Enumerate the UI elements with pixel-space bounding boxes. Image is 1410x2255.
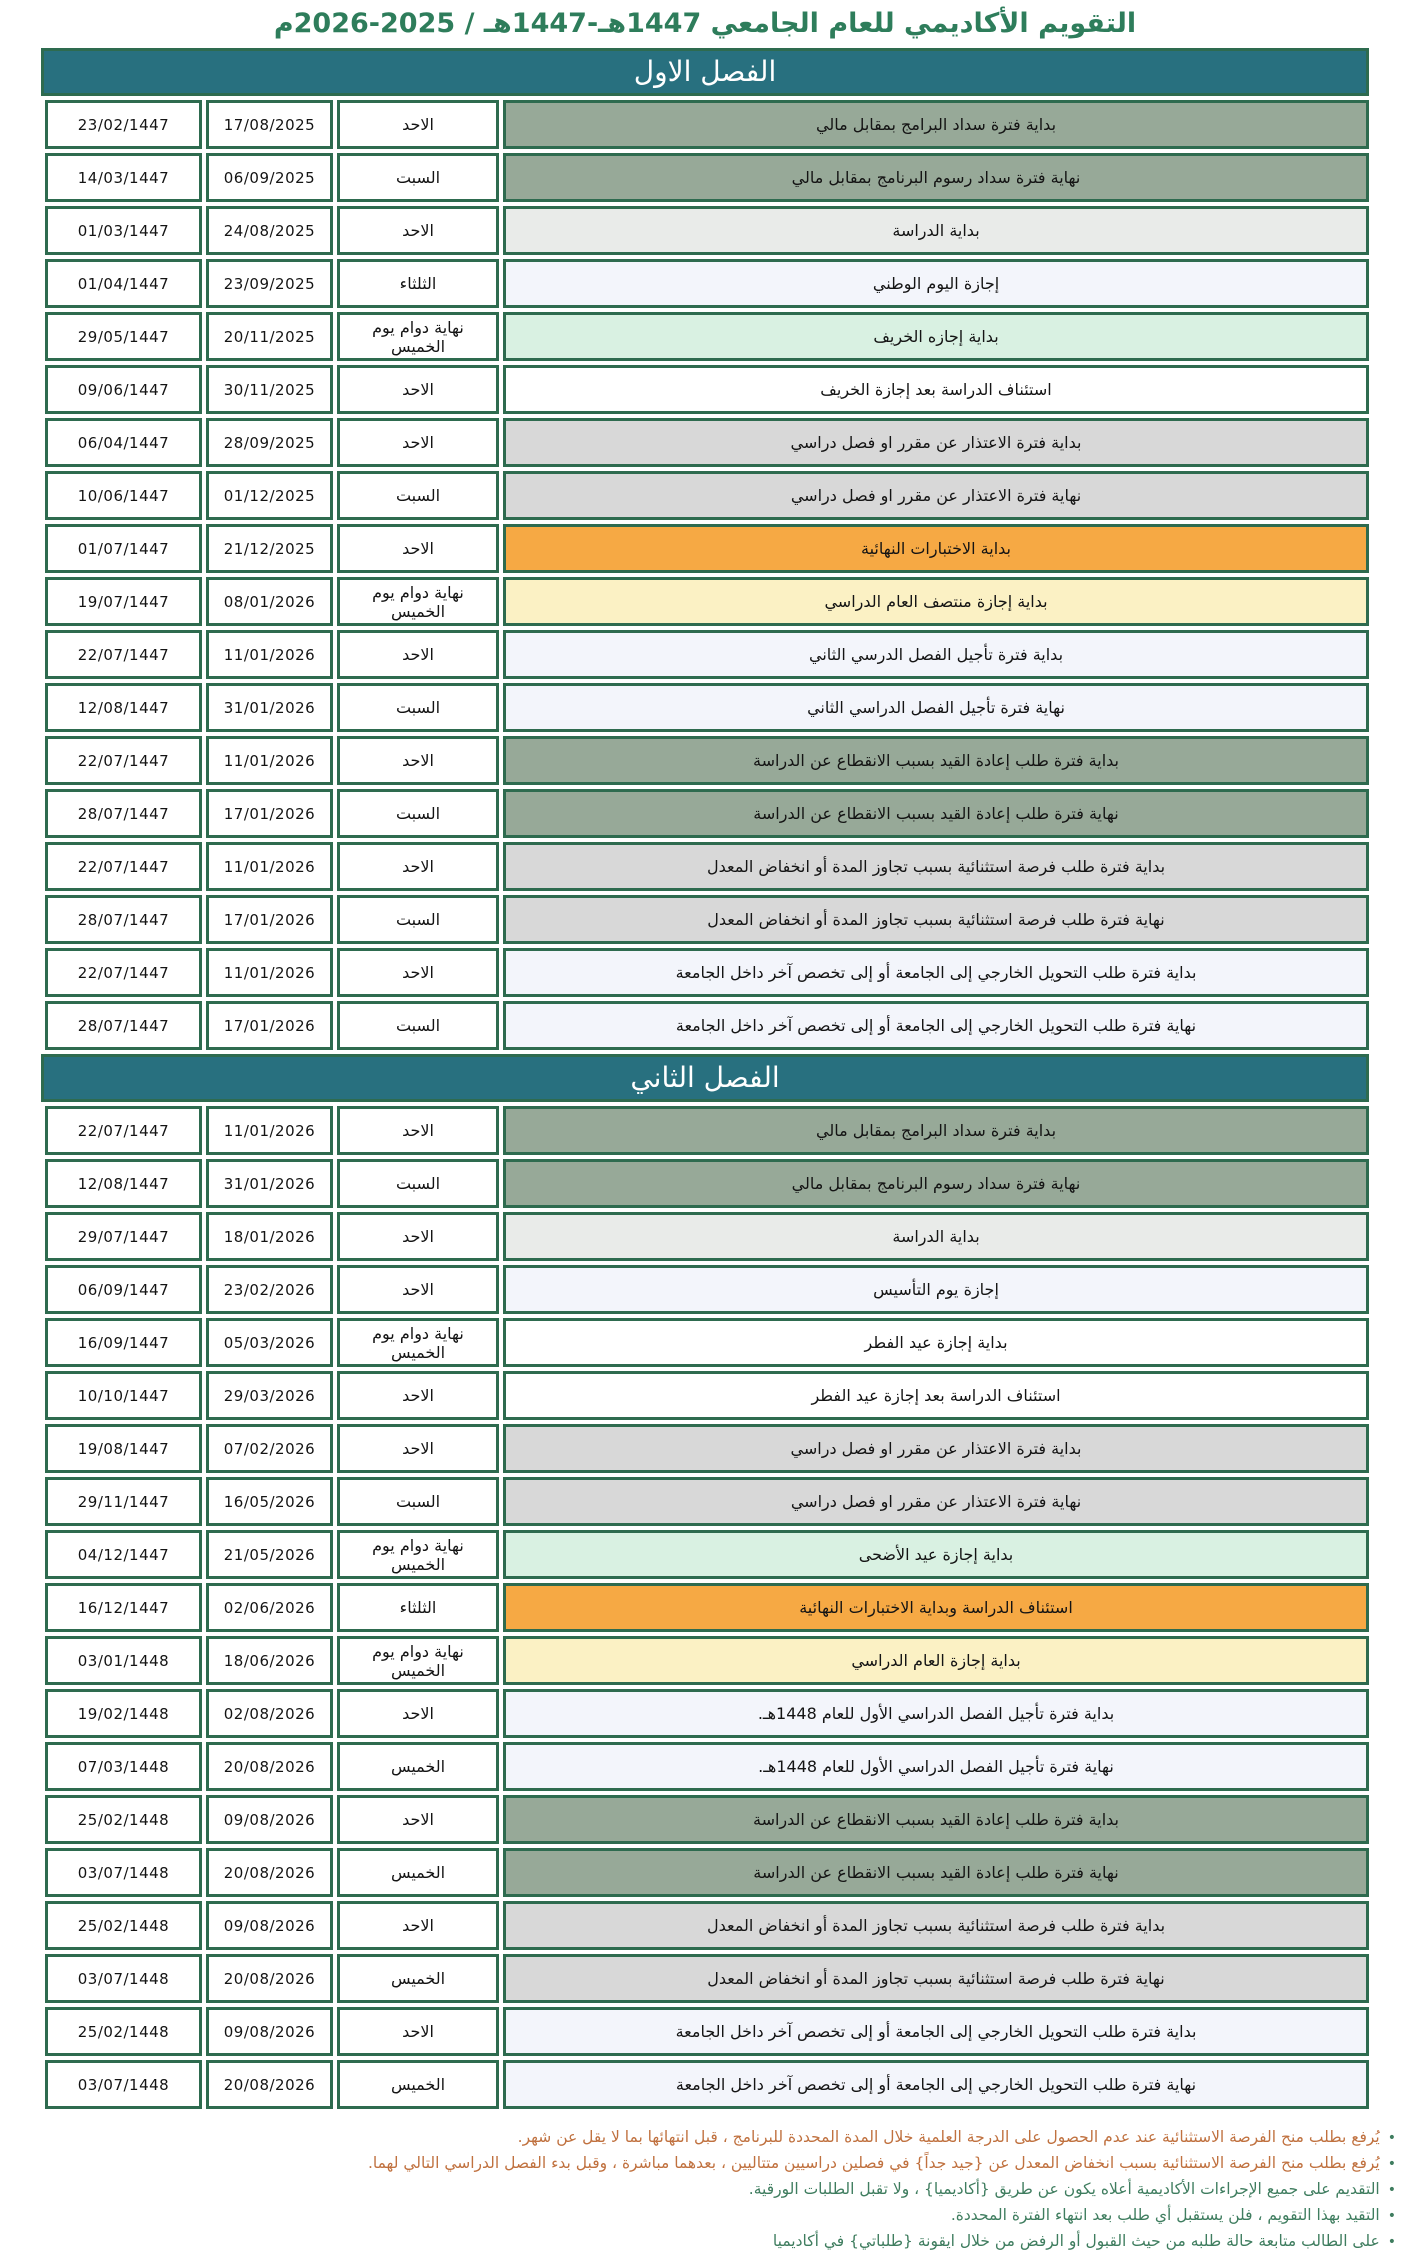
gregorian-date-cell: 11/01/2026 <box>206 1106 333 1155</box>
hijri-date-cell: 28/07/1447 <box>45 895 202 944</box>
event-description-cell: نهاية فترة طلب التحويل الخارجي إلى الجامعة أو إلى تخصص آخر داخل الجامعة <box>503 1001 1369 1050</box>
day-cell: الاحد <box>337 1371 499 1420</box>
calendar-row <box>41 1636 1369 1685</box>
calendar-row <box>41 842 1369 891</box>
gregorian-date-cell: 23/09/2025 <box>206 259 333 308</box>
calendar-row <box>41 259 1369 308</box>
hijri-date-cell: 10/06/1447 <box>45 471 202 520</box>
day-cell: الاحد <box>337 1689 499 1738</box>
day-cell: الاحد <box>337 736 499 785</box>
gregorian-date-cell: 17/01/2026 <box>206 1001 333 1050</box>
day-cell: نهاية دوام يوم الخميس <box>337 1530 499 1579</box>
event-description-cell: نهاية فترة طلب فرصة استثنائية بسبب تجاوز المدة أو انخفاض المعدل <box>503 1954 1369 2003</box>
gregorian-date-cell: 21/05/2026 <box>206 1530 333 1579</box>
hijri-date-cell: 09/06/1447 <box>45 365 202 414</box>
hijri-date-cell: 29/07/1447 <box>45 1212 202 1261</box>
hijri-date-cell: 14/03/1447 <box>45 153 202 202</box>
gregorian-date-cell: 11/01/2026 <box>206 948 333 997</box>
day-cell: الاحد <box>337 2007 499 2056</box>
hijri-date-cell: 22/07/1447 <box>45 1106 202 1155</box>
gregorian-date-cell: 06/09/2025 <box>206 153 333 202</box>
academic-calendar-table <box>41 48 1369 2109</box>
day-cell: الاحد <box>337 1424 499 1473</box>
day-cell: الاحد <box>337 948 499 997</box>
day-cell: نهاية دوام يوم الخميس <box>337 577 499 626</box>
day-cell: الخميس <box>337 1742 499 1791</box>
hijri-date-cell: 06/09/1447 <box>45 1265 202 1314</box>
bullet-icon: • <box>1387 2156 1396 2172</box>
hijri-date-cell: 04/12/1447 <box>45 1530 202 1579</box>
event-description-cell: بداية فترة طلب التحويل الخارجي إلى الجامعة أو إلى تخصص آخر داخل الجامعة <box>503 2007 1369 2056</box>
day-cell: الاحد <box>337 1212 499 1261</box>
event-description-cell: بداية فترة تأجيل الفصل الدراسي الأول للعام 1448هـ. <box>503 1689 1369 1738</box>
day-cell: الاحد <box>337 630 499 679</box>
hijri-date-cell: 19/08/1447 <box>45 1424 202 1473</box>
day-cell: السبت <box>337 153 499 202</box>
event-description-cell: نهاية فترة الاعتذار عن مقرر او فصل دراسي <box>503 1477 1369 1526</box>
calendar-row <box>41 1265 1369 1314</box>
event-description-cell: بداية الدراسة <box>503 206 1369 255</box>
bullet-icon: • <box>1387 2130 1396 2146</box>
calendar-row <box>41 1795 1369 1844</box>
semester-section-first <box>41 48 1369 1050</box>
gregorian-date-cell: 11/01/2026 <box>206 842 333 891</box>
event-description-cell: بداية إجازة عيد الفطر <box>503 1318 1369 1367</box>
calendar-row <box>41 789 1369 838</box>
event-description-cell: بداية الاختبارات النهائية <box>503 524 1369 573</box>
event-description-cell: بداية فترة طلب فرصة استثنائية بسبب تجاوز المدة أو انخفاض المعدل <box>503 842 1369 891</box>
hijri-date-cell: 10/10/1447 <box>45 1371 202 1420</box>
day-cell: نهاية دوام يوم الخميس <box>337 312 499 361</box>
gregorian-date-cell: 21/12/2025 <box>206 524 333 573</box>
bullet-icon: • <box>1387 2182 1396 2198</box>
hijri-date-cell: 06/04/1447 <box>45 418 202 467</box>
hijri-date-cell: 25/02/1448 <box>45 2007 202 2056</box>
gregorian-date-cell: 11/01/2026 <box>206 630 333 679</box>
event-description-cell: نهاية فترة طلب إعادة القيد بسبب الانقطاع عن الدراسة <box>503 1848 1369 1897</box>
event-description-cell: بداية فترة سداد البرامج بمقابل مالي <box>503 100 1369 149</box>
gregorian-date-cell: 09/08/2026 <box>206 2007 333 2056</box>
hijri-date-cell: 03/07/1448 <box>45 2060 202 2109</box>
calendar-row <box>41 1159 1369 1208</box>
day-cell: الثلثاء <box>337 1583 499 1632</box>
calendar-row <box>41 312 1369 361</box>
hijri-date-cell: 07/03/1448 <box>45 1742 202 1791</box>
hijri-date-cell: 19/02/1448 <box>45 1689 202 1738</box>
day-cell: الاحد <box>337 1795 499 1844</box>
event-description-cell: بداية فترة طلب التحويل الخارجي إلى الجامعة أو إلى تخصص آخر داخل الجامعة <box>503 948 1369 997</box>
hijri-date-cell: 19/07/1447 <box>45 577 202 626</box>
event-description-cell: بداية الدراسة <box>503 1212 1369 1261</box>
calendar-row <box>41 1106 1369 1155</box>
gregorian-date-cell: 24/08/2025 <box>206 206 333 255</box>
gregorian-date-cell: 09/08/2026 <box>206 1795 333 1844</box>
event-description-cell: بداية إجازة منتصف العام الدراسي <box>503 577 1369 626</box>
gregorian-date-cell: 28/09/2025 <box>206 418 333 467</box>
calendar-row <box>41 948 1369 997</box>
hijri-date-cell: 01/04/1447 <box>45 259 202 308</box>
gregorian-date-cell: 17/08/2025 <box>206 100 333 149</box>
calendar-row <box>41 1424 1369 1473</box>
note-item: •يُرفع بطلب منح الفرصة الاستثنائية عند عدم الحصول على الدرجة العلمية خلال المدة المحددة للبرنامج ، قبل انتهائها بما لا يقل عن شهر. <box>517 2128 1396 2146</box>
gregorian-date-cell: 29/03/2026 <box>206 1371 333 1420</box>
calendar-row <box>41 1583 1369 1632</box>
calendar-row <box>41 577 1369 626</box>
note-item: •يُرفع بطلب منح الفرصة الاستثنائية بسبب انخفاض المعدل عن {جيد جداً} في فصلين دراسيين متتاليين ، بعدهما مباشرة ، وقبل بدء الفصل الدراسي التالي لهما. <box>367 2154 1396 2172</box>
calendar-row <box>41 1371 1369 1420</box>
event-description-cell: نهاية فترة تأجيل الفصل الدراسي الثاني <box>503 683 1369 732</box>
calendar-row <box>41 1318 1369 1367</box>
event-description-cell: نهاية فترة طلب إعادة القيد بسبب الانقطاع عن الدراسة <box>503 789 1369 838</box>
event-description-cell: استئناف الدراسة وبداية الاختبارات النهائية <box>503 1583 1369 1632</box>
gregorian-date-cell: 31/01/2026 <box>206 1159 333 1208</box>
day-cell: السبت <box>337 789 499 838</box>
day-cell: نهاية دوام يوم الخميس <box>337 1318 499 1367</box>
event-description-cell: بداية فترة طلب إعادة القيد بسبب الانقطاع عن الدراسة <box>503 736 1369 785</box>
hijri-date-cell: 22/07/1447 <box>45 736 202 785</box>
gregorian-date-cell: 20/08/2026 <box>206 2060 333 2109</box>
day-cell: الاحد <box>337 418 499 467</box>
footer-notes <box>0 2113 1410 2255</box>
semester-header-second: الفصل الثاني <box>41 1054 1369 1102</box>
event-description-cell: بداية إجازة عيد الأضحى <box>503 1530 1369 1579</box>
hijri-date-cell: 12/08/1447 <box>45 683 202 732</box>
semester-rows-first <box>41 100 1369 1050</box>
event-description-cell: استئناف الدراسة بعد إجازة عيد الفطر <box>503 1371 1369 1420</box>
calendar-row <box>41 630 1369 679</box>
calendar-row <box>41 206 1369 255</box>
semester-rows-second <box>41 1106 1369 2109</box>
day-cell: الاحد <box>337 842 499 891</box>
calendar-row <box>41 1212 1369 1261</box>
event-description-cell: بداية فترة الاعتذار عن مقرر او فصل دراسي <box>503 418 1369 467</box>
hijri-date-cell: 29/11/1447 <box>45 1477 202 1526</box>
day-cell: الاحد <box>337 1901 499 1950</box>
event-description-cell: استئناف الدراسة بعد إجازة الخريف <box>503 365 1369 414</box>
calendar-row <box>41 1530 1369 1579</box>
calendar-row <box>41 1477 1369 1526</box>
note-item: •التقيد بهذا التقويم ، فلن يستقبل أي طلب بعد انتهاء الفترة المحددة. <box>950 2206 1396 2224</box>
day-cell: الاحد <box>337 524 499 573</box>
day-cell: الاحد <box>337 206 499 255</box>
day-cell: السبت <box>337 895 499 944</box>
gregorian-date-cell: 08/01/2026 <box>206 577 333 626</box>
day-cell: الاحد <box>337 365 499 414</box>
event-description-cell: بداية فترة تأجيل الفصل الدرسي الثاني <box>503 630 1369 679</box>
gregorian-date-cell: 20/11/2025 <box>206 312 333 361</box>
event-description-cell: بداية فترة طلب إعادة القيد بسبب الانقطاع عن الدراسة <box>503 1795 1369 1844</box>
day-cell: الخميس <box>337 2060 499 2109</box>
calendar-row <box>41 418 1369 467</box>
day-cell: السبت <box>337 1159 499 1208</box>
event-description-cell: نهاية فترة سداد رسوم البرنامج بمقابل مالي <box>503 1159 1369 1208</box>
event-description-cell: إجازة يوم التأسيس <box>503 1265 1369 1314</box>
event-description-cell: نهاية فترة طلب التحويل الخارجي إلى الجامعة أو إلى تخصص آخر داخل الجامعة <box>503 2060 1369 2109</box>
day-cell: الاحد <box>337 1265 499 1314</box>
gregorian-date-cell: 20/08/2026 <box>206 1742 333 1791</box>
day-cell: السبت <box>337 1001 499 1050</box>
calendar-row <box>41 1689 1369 1738</box>
event-description-cell: نهاية فترة طلب فرصة استثنائية بسبب تجاوز المدة أو انخفاض المعدل <box>503 895 1369 944</box>
gregorian-date-cell: 17/01/2026 <box>206 895 333 944</box>
hijri-date-cell: 22/07/1447 <box>45 630 202 679</box>
calendar-row <box>41 153 1369 202</box>
gregorian-date-cell: 23/02/2026 <box>206 1265 333 1314</box>
gregorian-date-cell: 20/08/2026 <box>206 1954 333 2003</box>
gregorian-date-cell: 07/02/2026 <box>206 1424 333 1473</box>
gregorian-date-cell: 30/11/2025 <box>206 365 333 414</box>
hijri-date-cell: 03/01/1448 <box>45 1636 202 1685</box>
calendar-row <box>41 736 1369 785</box>
hijri-date-cell: 22/07/1447 <box>45 842 202 891</box>
gregorian-date-cell: 16/05/2026 <box>206 1477 333 1526</box>
bullet-icon: • <box>1387 2234 1396 2250</box>
event-description-cell: بداية إجازة العام الدراسي <box>503 1636 1369 1685</box>
calendar-row <box>41 100 1369 149</box>
calendar-row <box>41 2007 1369 2056</box>
hijri-date-cell: 03/07/1448 <box>45 1848 202 1897</box>
event-description-cell: إجازة اليوم الوطني <box>503 259 1369 308</box>
gregorian-date-cell: 02/06/2026 <box>206 1583 333 1632</box>
hijri-date-cell: 22/07/1447 <box>45 948 202 997</box>
calendar-row <box>41 1901 1369 1950</box>
hijri-date-cell: 28/07/1447 <box>45 1001 202 1050</box>
calendar-row <box>41 365 1369 414</box>
hijri-date-cell: 12/08/1447 <box>45 1159 202 1208</box>
hijri-date-cell: 23/02/1447 <box>45 100 202 149</box>
day-cell: السبت <box>337 683 499 732</box>
hijri-date-cell: 01/07/1447 <box>45 524 202 573</box>
hijri-date-cell: 16/12/1447 <box>45 1583 202 1632</box>
note-item: •على الطالب متابعة حالة طلبه من حيث القبول أو الرفض من خلال ايقونة {طلباتي} في أكاديميا <box>772 2232 1396 2250</box>
calendar-row <box>41 1742 1369 1791</box>
calendar-row <box>41 683 1369 732</box>
calendar-row <box>41 471 1369 520</box>
gregorian-date-cell: 09/08/2026 <box>206 1901 333 1950</box>
hijri-date-cell: 01/03/1447 <box>45 206 202 255</box>
event-description-cell: بداية فترة طلب فرصة استثنائية بسبب تجاوز المدة أو انخفاض المعدل <box>503 1901 1369 1950</box>
gregorian-date-cell: 05/03/2026 <box>206 1318 333 1367</box>
event-description-cell: بداية فترة الاعتذار عن مقرر او فصل دراسي <box>503 1424 1369 1473</box>
gregorian-date-cell: 17/01/2026 <box>206 789 333 838</box>
bullet-icon: • <box>1387 2208 1396 2224</box>
hijri-date-cell: 25/02/1448 <box>45 1795 202 1844</box>
calendar-row <box>41 895 1369 944</box>
hijri-date-cell: 16/09/1447 <box>45 1318 202 1367</box>
semester-header-first: الفصل الاول <box>41 48 1369 96</box>
gregorian-date-cell: 02/08/2026 <box>206 1689 333 1738</box>
day-cell: الثلثاء <box>337 259 499 308</box>
day-cell: السبت <box>337 1477 499 1526</box>
gregorian-date-cell: 01/12/2025 <box>206 471 333 520</box>
hijri-date-cell: 03/07/1448 <box>45 1954 202 2003</box>
day-cell: الخميس <box>337 1848 499 1897</box>
note-item: •التقديم على جميع الإجراءات الأكاديمية أعلاه يكون عن طريق {أكاديميا} ، ولا تقبل الطلبات الورقية. <box>748 2180 1396 2198</box>
gregorian-date-cell: 18/01/2026 <box>206 1212 333 1261</box>
event-description-cell: بداية فترة سداد البرامج بمقابل مالي <box>503 1106 1369 1155</box>
day-cell: السبت <box>337 471 499 520</box>
event-description-cell: نهاية فترة سداد رسوم البرنامج بمقابل مالي <box>503 153 1369 202</box>
calendar-row <box>41 1954 1369 2003</box>
hijri-date-cell: 28/07/1447 <box>45 789 202 838</box>
day-cell: الخميس <box>337 1954 499 2003</box>
calendar-row <box>41 1848 1369 1897</box>
day-cell: نهاية دوام يوم الخميس <box>337 1636 499 1685</box>
day-cell: الاحد <box>337 100 499 149</box>
gregorian-date-cell: 31/01/2026 <box>206 683 333 732</box>
event-description-cell: نهاية فترة الاعتذار عن مقرر او فصل دراسي <box>503 471 1369 520</box>
gregorian-date-cell: 18/06/2026 <box>206 1636 333 1685</box>
gregorian-date-cell: 11/01/2026 <box>206 736 333 785</box>
hijri-date-cell: 29/05/1447 <box>45 312 202 361</box>
calendar-row <box>41 1001 1369 1050</box>
day-cell: الاحد <box>337 1106 499 1155</box>
gregorian-date-cell: 20/08/2026 <box>206 1848 333 1897</box>
event-description-cell: بداية إجازه الخريف <box>503 312 1369 361</box>
semester-section-second <box>41 1054 1369 2109</box>
hijri-date-cell: 25/02/1448 <box>45 1901 202 1950</box>
page-title: التقويم الأكاديمي للعام الجامعي 1447هـ-1447هـ / 2025-2026م <box>273 8 1137 39</box>
calendar-row <box>41 2060 1369 2109</box>
calendar-row <box>41 524 1369 573</box>
event-description-cell: نهاية فترة تأجيل الفصل الدراسي الأول للعام 1448هـ. <box>503 1742 1369 1791</box>
